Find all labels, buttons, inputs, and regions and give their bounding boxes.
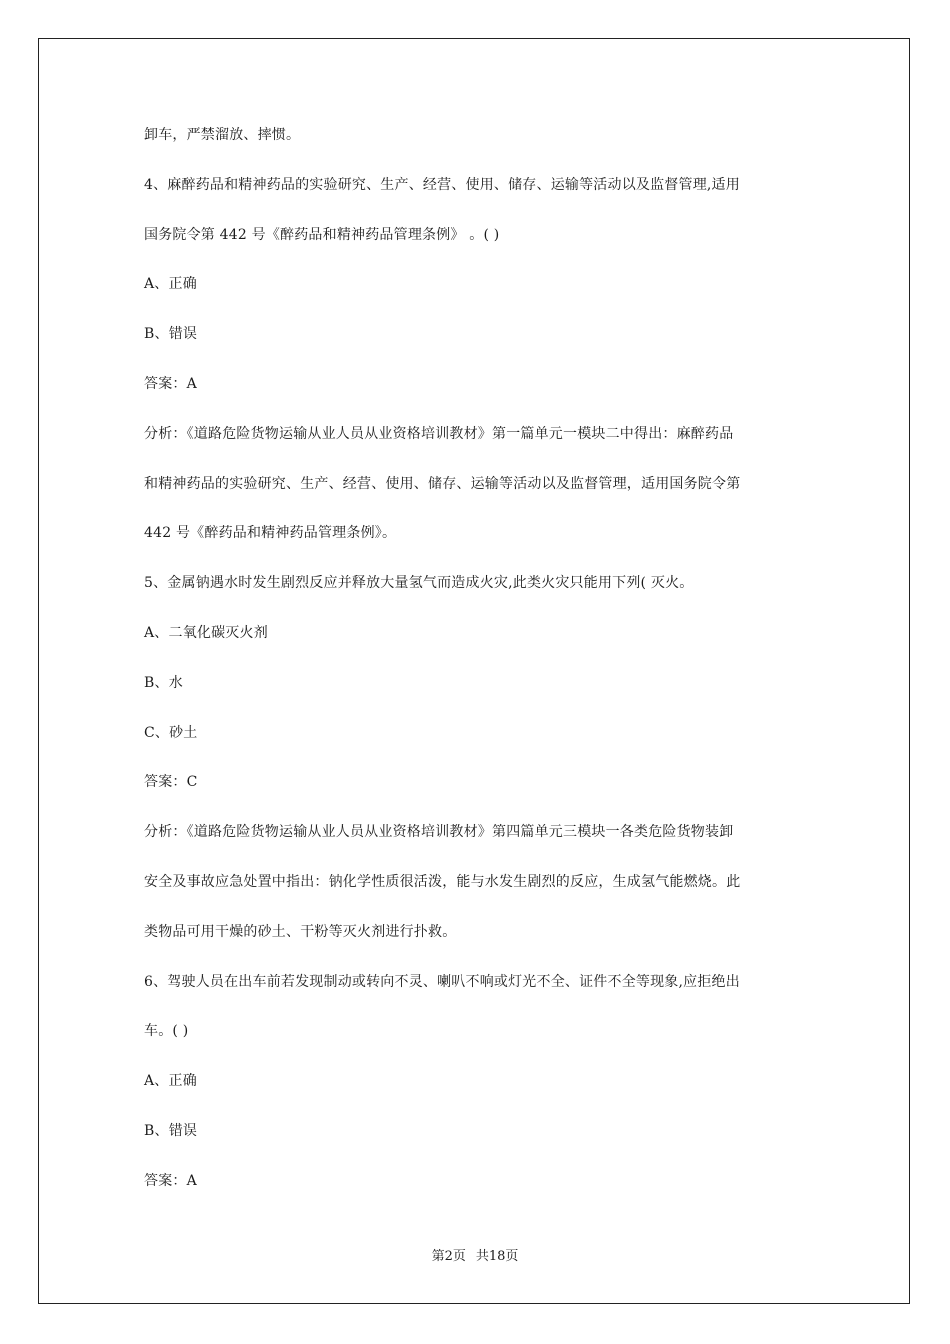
page-footer xyxy=(0,1249,950,1265)
text-line: 卸车，严禁溜放、摔惯。 xyxy=(144,127,301,143)
question-4-analysis-2: 和精神药品的实验研究、生产、经营、使用、储存、运输等活动以及监督管理，适用国务院令第 xyxy=(144,475,741,492)
page-total: 共18页 xyxy=(475,1249,519,1264)
question-5-option-c: C、砂土 xyxy=(144,724,198,741)
question-5-option-a: A、二氧化碳灭火剂 xyxy=(144,624,268,641)
question-6-line-1: 6、驾驶人员在出车前若发现制动或转向不灵、喇叭不响或灯光不全、证件不全等现象,应拒绝出 xyxy=(144,973,740,990)
question-6-option-b: B、错误 xyxy=(144,1122,198,1139)
question-6-line-2: 车。( ) xyxy=(144,1023,189,1040)
document-body xyxy=(144,125,812,1221)
question-5-answer: 答案：C xyxy=(144,774,198,791)
question-6-answer: 答案：A xyxy=(144,1172,197,1189)
question-4-line-2: 国务院令第 442 号《醉药品和精神药品管理条例》 。( ) xyxy=(144,226,500,243)
question-4-option-a: A、正确 xyxy=(144,276,197,293)
question-5-analysis-3: 类物品可用干燥的砂土、干粉等灭火剂进行扑救。 xyxy=(144,923,457,940)
question-5-analysis-1: 分析：《道路危险货物运输从业人员从业资格培训教材》第四篇单元三模块一各类危险货物装卸 xyxy=(144,824,734,841)
question-4-analysis-1: 分析：《道路危险货物运输从业人员从业资格培训教材》第一篇单元一模块二中得出：麻醉药品 xyxy=(144,425,734,442)
question-4-answer: 答案：A xyxy=(144,375,197,392)
question-4-analysis-3: 442 号《醉药品和精神药品管理条例》。 xyxy=(144,525,397,542)
question-6-option-a: A、正确 xyxy=(144,1073,197,1090)
question-5-line-1: 5、金属钠遇水时发生剧烈反应并释放大量氢气而造成火灾,此类火灾只能用下列( 灭火。 xyxy=(144,575,694,592)
question-5-analysis-2: 安全及事故应急处置中指出：钠化学性质很活泼，能与水发生剧烈的反应，生成氢气能燃烧。此 xyxy=(144,873,741,890)
question-4-option-b: B、错误 xyxy=(144,326,198,343)
page-number: 第2页 xyxy=(431,1249,466,1264)
question-4-line-1: 4、麻醉药品和精神药品的实验研究、生产、经营、使用、储存、运输等活动以及监督管理,适用 xyxy=(144,176,740,193)
question-5-option-b: B、水 xyxy=(144,674,183,691)
